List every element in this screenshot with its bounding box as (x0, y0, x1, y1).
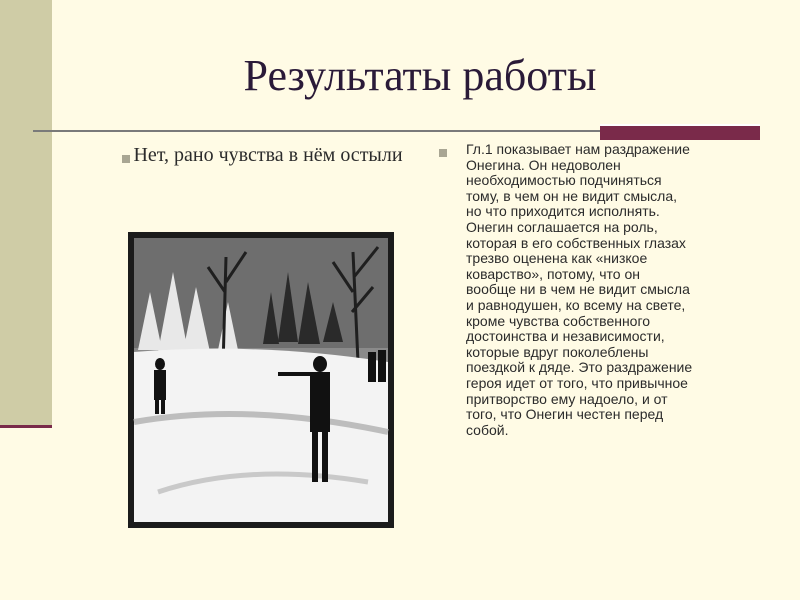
divider-accent-block (600, 124, 760, 140)
left-caption: Нет, рано чувства в нём остыли (133, 144, 403, 166)
analysis-text: Гл.1 показывает нам раздражение Онегина. Он недоволен необходимостью подчиняться тому, в чем он не видит смысла, но что приходится исполнять. Онегин соглашается на роль, которая в его собственных глазах трезво оценена как «низкое коварство», потому, что он вообще ни в чем не видит смысла и равнодушен, ко всему на свете, кроме чувства собственного достоинства и независимости, которые вдруг поколеблены поездкой к дяде. Это раздражение героя идет от того, что привычное притворство ему надоело, и от того, что Онегин честен перед собой. (466, 141, 693, 438)
slide-title: Результаты работы (243, 51, 597, 100)
duel-illustration (128, 232, 394, 528)
decorative-left-band (0, 0, 52, 428)
winter-duel-engraving (128, 232, 394, 528)
bullet-icon (122, 155, 130, 163)
bullet-icon (439, 149, 447, 157)
